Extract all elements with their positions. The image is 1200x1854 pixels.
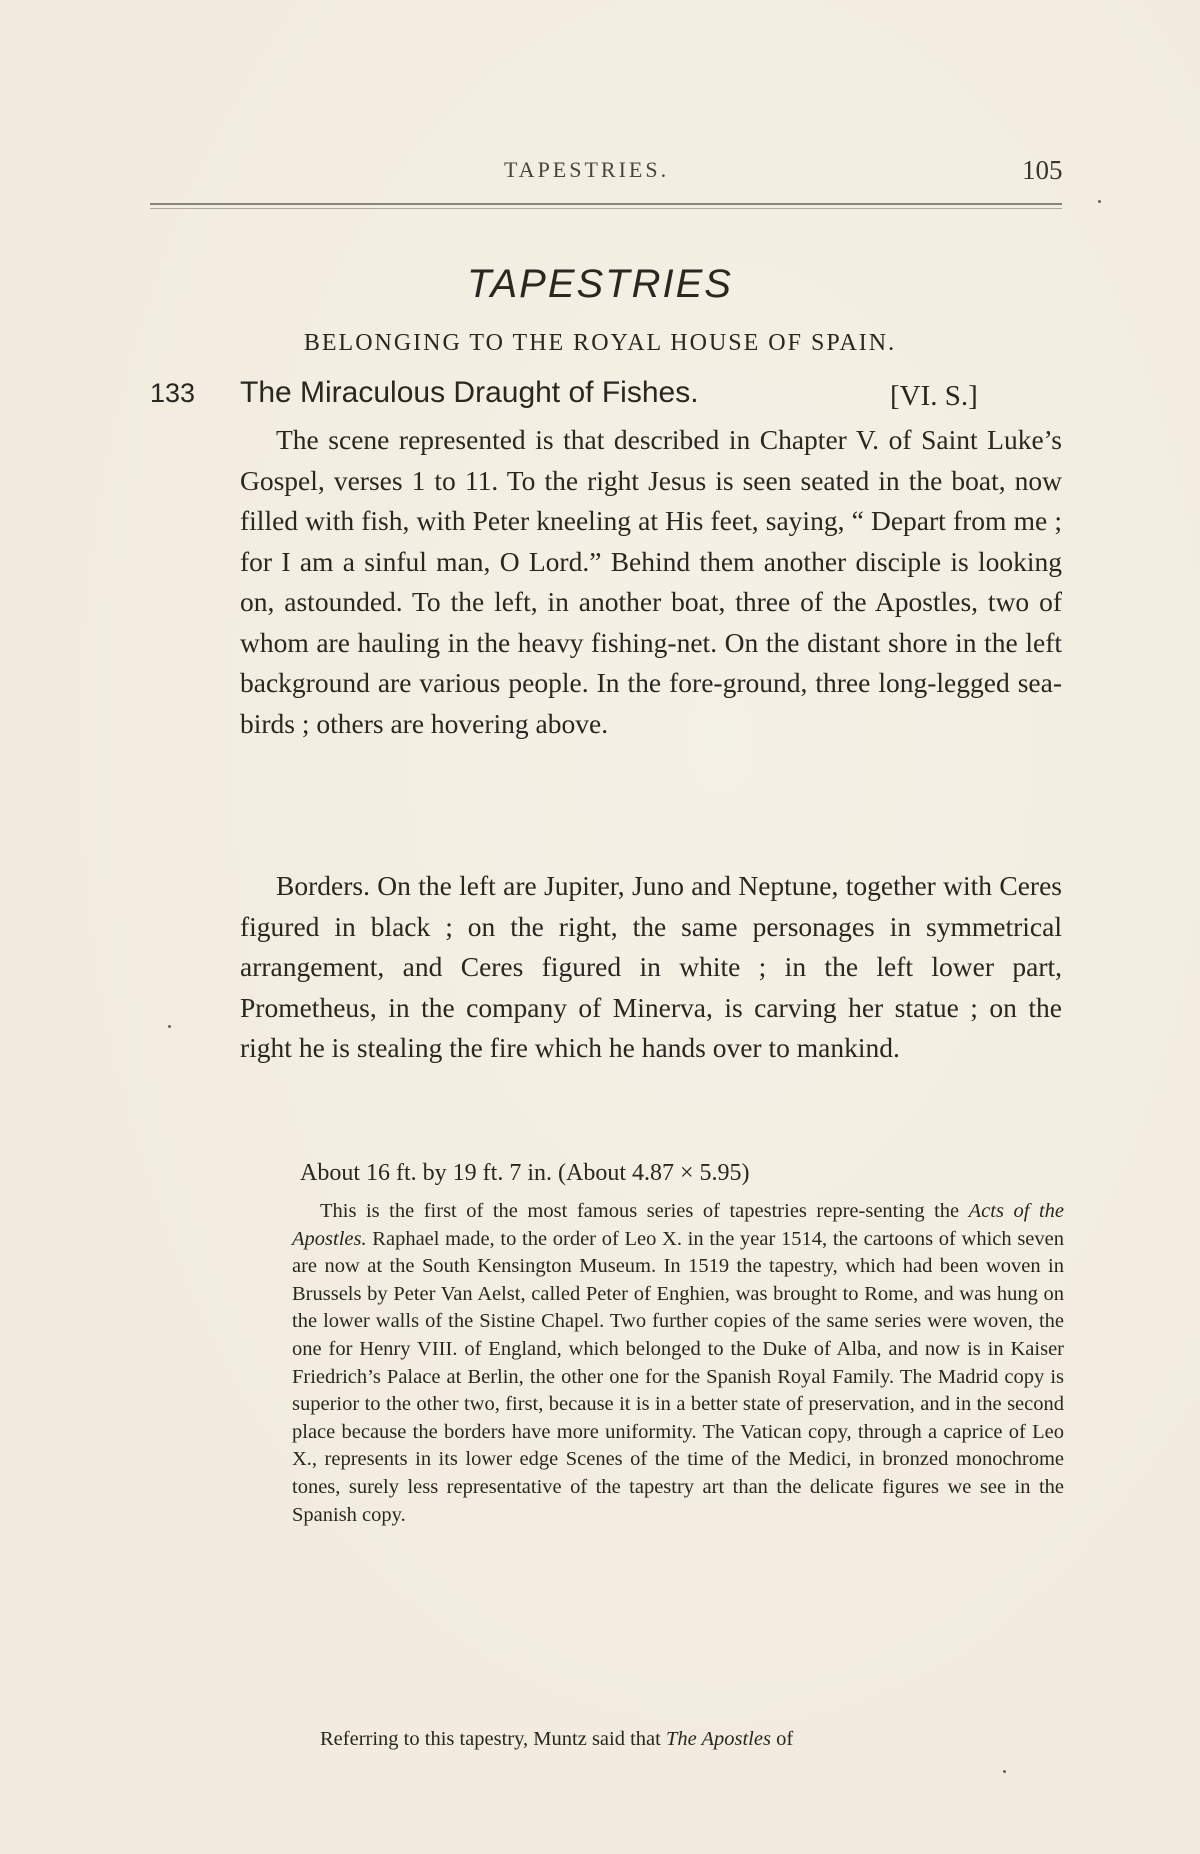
note-text-a: Referring to this tapestry, Muntz said that <box>320 1728 666 1750</box>
dimensions-line: About 16 ft. by 19 ft. 7 in. (About 4.87 × 5.95) <box>300 1160 750 1186</box>
running-head: TAPESTRIES. <box>504 157 670 182</box>
note-text <box>292 1198 1064 1529</box>
paragraph-text: The scene represented is that described in Chapter V. of Saint Luke’s Gospel, verses 1 to 11. To the right Jesus is seen seated in the boat, now filled with fish, with Peter kneeling at His feet, saying, “ Depart from me ; for I am a sinful man, O Lord.” Behind them another disciple is looking on, astounded. To the left, in another boat, three of the Apostles, two of whom are hauling in the heavy fishing-net. On the distant shore in the left background are various people. In the fore-ground, three long-legged sea-birds ; others are hovering above. <box>240 424 1062 739</box>
header-rule-thin <box>150 208 1062 209</box>
paper-speck <box>1098 200 1101 203</box>
entry-tag: [VI. S.] <box>890 380 978 412</box>
commentary-note <box>292 1198 1064 1529</box>
page-number: 105 <box>1022 155 1063 185</box>
header-rule <box>150 203 1062 205</box>
entry-title: The Miraculous Draught of Fishes. <box>240 376 699 409</box>
description-paragraph <box>240 420 1062 744</box>
borders-paragraph <box>240 866 1062 1069</box>
paper-speck <box>168 1025 171 1028</box>
note-text-b: of <box>770 1728 794 1750</box>
section-title: TAPESTRIES <box>467 262 733 306</box>
note-italic-title: Acts of the Apostles. <box>292 1200 1064 1250</box>
entry-number: 133 <box>150 378 196 408</box>
paragraph-text: Borders. On the left are Jupiter, Juno and Neptune, together with Ceres figured in black ; on the right, the same personages in symmetrical arrangement, and Ceres figured in white ; in the left lower part, Prometheus, in the company of Minerva, is carving her statue ; on the right he is stealing the fire which he hands over to mankind. <box>240 870 1062 1063</box>
note-text <box>292 1726 1064 1754</box>
note-text-b: Raphael made, to the order of Leo X. in the year 1514, the cartoons of which seven are now at the South Kensington Museum. In 1519 the tapestry, which had been woven in Brussels by Peter Van Aelst, called Peter of Enghien, was brought to Rome, and was hung on the lower walls of the Sistine Chapel. Two further copies of the same series were woven, the one for Henry VIII. of England, which belonged to the Duke of Alba, and now is in Kaiser Friedrich’s Palace at Berlin, the other one for the Spanish Royal Family. The Madrid copy is superior to the other two, first, because it is in a better state of preservation, and in the second place because the borders have more uniformity. The Vatican copy, through a caprice of Leo X., represents in its lower edge Scenes of the time of the Medici, in bronzed monochrome tones, surely less representative of the tapestry art than the delicate figures we see in the Spanish copy. <box>292 1227 1064 1526</box>
paper-speck <box>1003 1770 1006 1773</box>
section-subtitle: BELONGING TO THE ROYAL HOUSE OF SPAIN. <box>303 330 897 356</box>
note-text-a: This is the first of the most famous series of tapestries repre-senting the <box>320 1200 969 1222</box>
note-italic-title: The Apostles <box>665 1728 771 1750</box>
commentary-note-continued <box>292 1726 1064 1754</box>
